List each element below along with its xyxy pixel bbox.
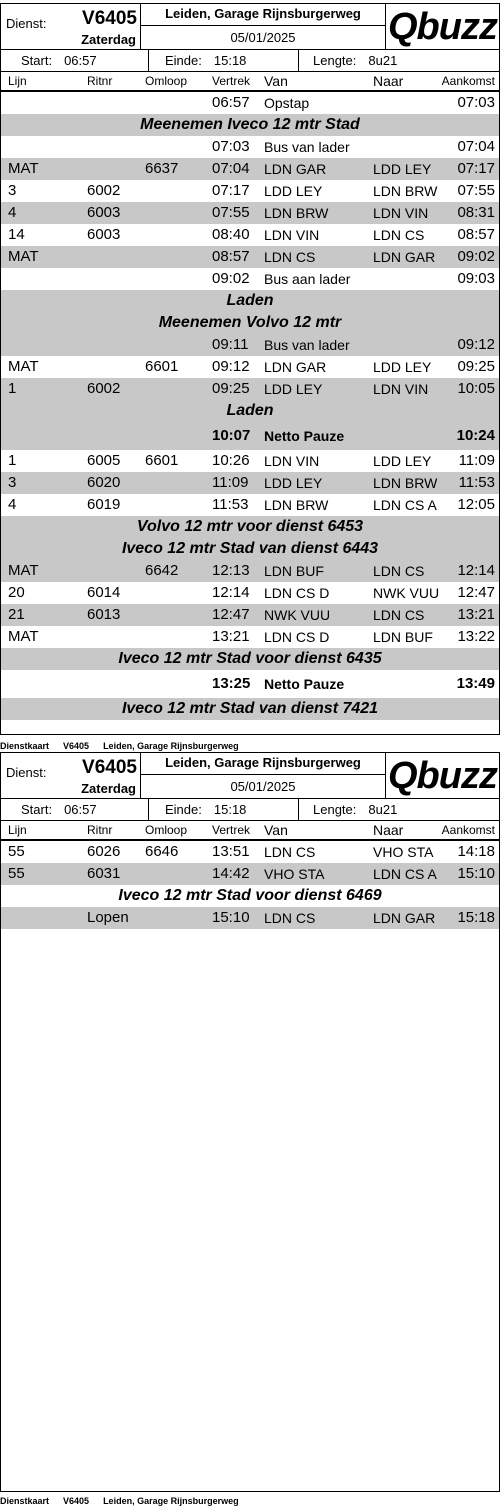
col-van: Van: [264, 73, 288, 89]
table-row: 3 6020 11:09 LDD LEY LDN BRW 11:53: [1, 472, 499, 494]
duration: 8u21: [368, 53, 398, 68]
dienst-box: [1, 753, 141, 799]
table-row: MAT 6637 07:04 LDN GAR LDD LEY 07:17: [1, 158, 499, 180]
vehicle-note: Volvo 12 mtr voor dienst 6453: [1, 516, 499, 538]
vehicle-note: Iveco 12 mtr Stad voor dienst 6469: [1, 885, 499, 907]
vehicle-note: Iveco 12 mtr Stad van dienst 7421: [1, 698, 499, 720]
table-row: MAT 13:21 LDN CS D LDN BUF 13:22: [8, 628, 495, 645]
table-row: 20 6014 12:14 LDN CS D NWK VUU 12:47: [8, 584, 495, 601]
vehicle-note: Meenemen Volvo 12 mtr: [1, 312, 499, 334]
table-row: 21 6013 12:47 NWK VUU LDN CS 13:21: [1, 604, 499, 626]
start-time: 06:57: [64, 53, 97, 68]
table-row: MAT 08:57 LDN CS LDN GAR 09:02: [1, 246, 499, 268]
table-row: 06:57 Opstap 07:03: [212, 94, 495, 111]
duration: 8u21: [368, 802, 398, 817]
dienst-box: [1, 4, 141, 50]
location-box: [141, 4, 386, 50]
col-naar: Naar: [373, 73, 404, 89]
end-time: 15:18: [213, 53, 247, 68]
col-omloop: Omloop: [145, 823, 188, 837]
location-box: [141, 753, 386, 799]
end-time: 15:18: [213, 802, 247, 817]
table-row: MAT 6642 12:13 LDN BUF LDN CS 12:14: [1, 560, 499, 582]
start-time-cell: [1, 50, 149, 72]
col-van: Van: [264, 822, 288, 838]
card-header: [1, 753, 499, 821]
footer-code: V6405: [63, 741, 90, 751]
break-row: 13:25 Netto Pauze 13:49: [212, 675, 495, 692]
einde-label: Einde:: [165, 802, 202, 817]
vehicle-note: Meenemen Iveco 12 mtr Stad: [1, 114, 499, 136]
start-label: Start:: [21, 53, 53, 68]
col-lijn: Lijn: [8, 823, 27, 837]
duration-cell: [299, 799, 499, 821]
column-header-row: [1, 821, 499, 841]
col-omloop: Omloop: [145, 74, 188, 88]
lengte-label: Lengte:: [313, 802, 357, 817]
table-row: 09:11 Bus van lader 09:12: [1, 334, 499, 356]
footer-label: Dienstkaart: [0, 1496, 50, 1506]
col-aankomst: Aankomst: [441, 74, 495, 88]
column-header-row: [1, 72, 499, 92]
start-time-cell: [1, 799, 149, 821]
einde-label: Einde:: [165, 53, 202, 68]
card-header: [1, 4, 499, 72]
duration-cell: [299, 50, 499, 72]
col-lijn: Lijn: [8, 74, 27, 88]
charging-note: Laden: [1, 290, 499, 312]
table-row: MAT 6601 09:12 LDN GAR LDD LEY 09:25: [8, 358, 495, 375]
dienst-label: Dienst:: [6, 765, 47, 780]
footer-location: Leiden, Garage Rijnsburgerweg: [103, 1496, 239, 1506]
location-name: Leiden, Garage Rijnsburgerweg: [141, 753, 385, 775]
table-row: 55 6031 14:42 VHO STA LDN CS A 15:10: [1, 863, 499, 885]
vehicle-note: Iveco 12 mtr Stad voor dienst 6435: [1, 648, 499, 670]
table-row: 4 6019 11:53 LDN BRW LDN CS A 12:05: [8, 496, 495, 513]
table-row: 07:03 Bus van lader 07:04: [212, 138, 495, 155]
footer-location: Leiden, Garage Rijnsburgerweg: [103, 741, 239, 751]
dienst-code: V6405: [82, 757, 137, 778]
table-row: Lopen 15:10 LDN CS LDN GAR 15:18: [1, 907, 499, 929]
table-row: 3 6002 07:17 LDD LEY LDN BRW 07:55: [8, 182, 495, 199]
start-time: 06:57: [64, 802, 97, 817]
footer-code: V6405: [63, 1496, 90, 1506]
break-row: 10:07 Netto Pauze 10:24: [1, 422, 499, 450]
col-ritnr: Ritnr: [87, 823, 113, 837]
end-time-cell: [149, 50, 299, 72]
table-row: 4 6003 07:55 LDN BRW LDN VIN 08:31: [1, 202, 499, 224]
table-row: 1 6002 09:25 LDD LEY LDN VIN 10:05: [1, 378, 499, 400]
dienst-code: V6405: [82, 8, 137, 29]
table-row: 09:02 Bus aan lader 09:03: [212, 270, 495, 287]
start-label: Start:: [21, 802, 53, 817]
qbuzz-logo: Qbuzz: [388, 755, 497, 797]
location-name: Leiden, Garage Rijnsburgerweg: [141, 4, 385, 26]
charging-note: Laden: [1, 400, 499, 422]
dienst-day: Zaterdag: [81, 32, 136, 47]
dienstkaart-page-2: [0, 752, 500, 1492]
table-row: 1 6005 6601 10:26 LDN VIN LDD LEY 11:09: [8, 452, 495, 469]
dienst-day: Zaterdag: [81, 781, 136, 796]
end-time-cell: [149, 799, 299, 821]
col-aankomst: Aankomst: [441, 823, 495, 837]
dienst-label: Dienst:: [6, 16, 47, 31]
col-ritnr: Ritnr: [87, 74, 113, 88]
col-vertrek: Vertrek: [212, 823, 251, 837]
page-footer: [0, 1496, 253, 1506]
service-date: 05/01/2025: [230, 30, 296, 45]
footer-label: Dienstkaart: [0, 741, 50, 751]
col-naar: Naar: [373, 822, 404, 838]
page-footer: [0, 741, 253, 751]
service-date: 05/01/2025: [230, 779, 296, 794]
qbuzz-logo: Qbuzz: [388, 6, 497, 48]
col-vertrek: Vertrek: [212, 74, 251, 88]
dienstkaart-page-1: [0, 3, 500, 735]
table-row: 14 6003 08:40 LDN VIN LDN CS 08:57: [8, 226, 495, 243]
vehicle-note: Iveco 12 mtr Stad van dienst 6443: [1, 538, 499, 560]
lengte-label: Lengte:: [313, 53, 357, 68]
table-row: 55 6026 6646 13:51 LDN CS VHO STA 14:18: [8, 843, 495, 860]
